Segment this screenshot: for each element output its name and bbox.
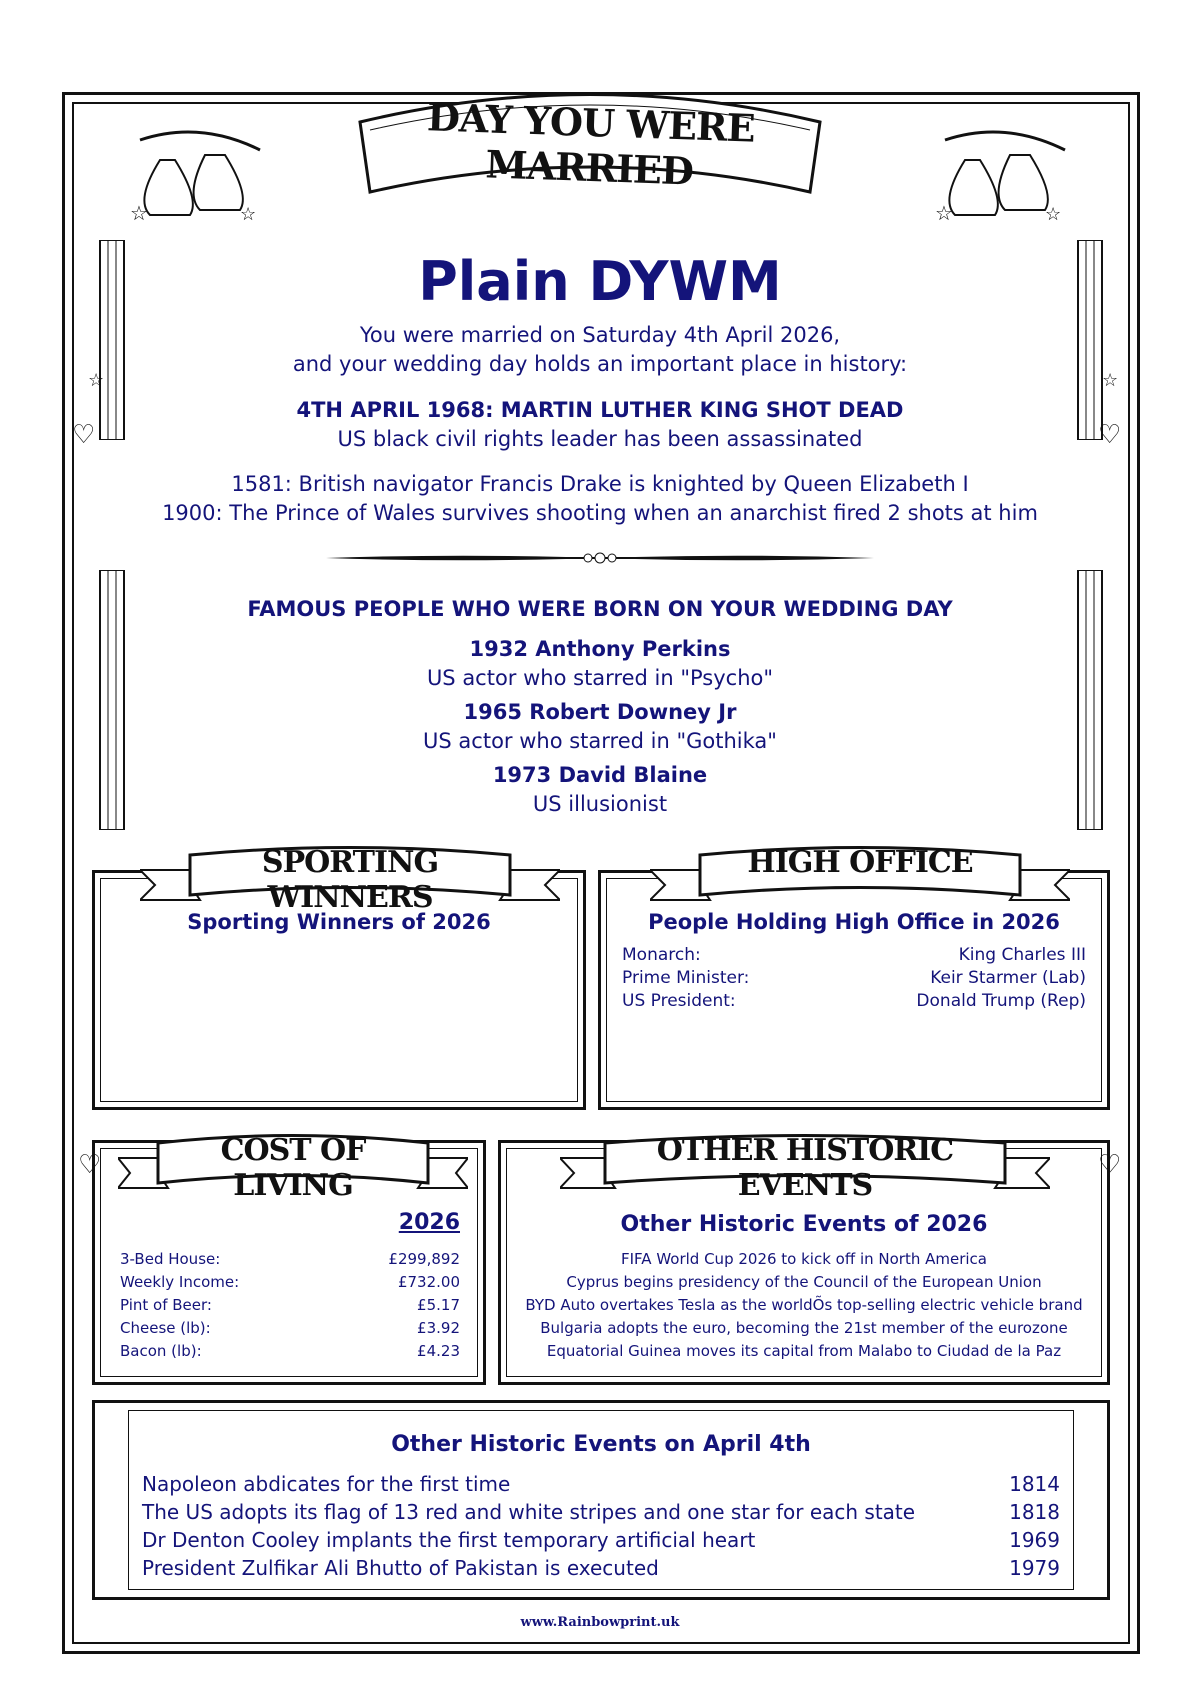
role-holder: King Charles III — [958, 945, 1086, 965]
other-event-item: BYD Auto overtakes Tesla as the worldÕs top-selling electric vehicle brand — [525, 1296, 1083, 1314]
sporting-heading: Sporting Winners of 2026 — [187, 910, 491, 934]
april-event-row — [142, 1528, 1060, 1552]
role-label: Prime Minister: — [622, 968, 750, 988]
cost-year-header: 2026 — [398, 1210, 460, 1235]
cost-row — [120, 1273, 460, 1291]
cost-price: £732.00 — [397, 1273, 460, 1291]
cost-item: Pint of Beer: — [120, 1296, 212, 1314]
ornamental-divider — [326, 550, 874, 566]
intro-line-1: You were married on Saturday 4th April 2026, — [359, 323, 841, 347]
heart-icon: ♡ — [72, 420, 96, 450]
april-event-row — [142, 1500, 1060, 1524]
svg-text:☆: ☆ — [240, 204, 257, 225]
left-bells-icon — [120, 120, 280, 230]
april-event-row — [142, 1472, 1060, 1496]
page-title: Plain DYWM — [418, 250, 782, 313]
heart-icon: ♡ — [1098, 1150, 1122, 1180]
headline-subtitle: US black civil rights leader has been assassinated — [337, 427, 863, 451]
cost-row — [120, 1342, 460, 1360]
april-event-year: 1969 — [1009, 1528, 1060, 1552]
cost-price: £299,892 — [388, 1250, 460, 1268]
april-event-year: 1814 — [1009, 1472, 1060, 1496]
cost-row — [120, 1319, 460, 1337]
april-event-year: 1979 — [1009, 1556, 1060, 1580]
other-event-item: FIFA World Cup 2026 to kick off in North America — [621, 1250, 987, 1268]
april-event-text: Dr Denton Cooley implants the first temporary artificial heart — [142, 1528, 756, 1552]
cost-item: 3-Bed House: — [120, 1250, 221, 1268]
high-office-row — [622, 968, 1086, 988]
star-icon: ☆ — [1102, 370, 1119, 391]
headline-title: 4TH APRIL 1968: MARTIN LUTHER KING SHOT DEAD — [296, 398, 904, 422]
svg-text:☆: ☆ — [935, 201, 953, 225]
event-line: 1581: British navigator Francis Drake is knighted by Queen Elizabeth I — [231, 472, 969, 496]
role-holder: Donald Trump (Rep) — [916, 991, 1086, 1011]
famous-person-desc: US illusionist — [532, 792, 668, 816]
cost-row — [120, 1250, 460, 1268]
april-event-year: 1818 — [1009, 1500, 1060, 1524]
high-office-row — [622, 945, 1086, 965]
other-events-banner-title: OTHER HISTORIC EVENTS — [656, 1133, 954, 1203]
role-holder: Keir Starmer (Lab) — [930, 968, 1086, 988]
right-bells-icon — [925, 120, 1085, 230]
april-events-heading: Other Historic Events on April 4th — [391, 1432, 811, 1457]
april-event-row — [142, 1556, 1060, 1580]
heart-icon: ♡ — [78, 1150, 102, 1180]
april-event-text: Napoleon abdicates for the first time — [142, 1472, 511, 1496]
other-events-heading: Other Historic Events of 2026 — [620, 1212, 988, 1237]
other-event-item: Equatorial Guinea moves its capital from Malabo to Ciudad de la Paz — [546, 1342, 1062, 1360]
april-event-text: The US adopts its flag of 13 red and white stripes and one star for each state — [142, 1500, 916, 1524]
famous-person-name: 1932 Anthony Perkins — [469, 637, 731, 661]
famous-person-name: 1973 David Blaine — [492, 763, 708, 787]
other-event-item: Cyprus begins presidency of the Council of the European Union — [566, 1273, 1042, 1291]
famous-person-desc: US actor who starred in "Gothika" — [423, 729, 777, 753]
intro-line-2: and your wedding day holds an important place in history: — [292, 352, 908, 376]
event-line: 1900: The Prince of Wales survives shooting when an anarchist fired 2 shots at him — [162, 501, 1038, 525]
role-label: Monarch: — [622, 945, 701, 965]
sporting-banner-title: SPORTING WINNERS — [261, 845, 439, 915]
other-event-item: Bulgaria adopts the euro, becoming the 21st member of the eurozone — [540, 1319, 1068, 1337]
high-office-heading: People Holding High Office in 2026 — [648, 910, 1060, 934]
svg-text:☆: ☆ — [1045, 204, 1062, 225]
high-office-row — [622, 991, 1086, 1011]
april-event-text: President Zulfikar Ali Bhutto of Pakistan is executed — [142, 1556, 659, 1580]
star-icon: ☆ — [88, 370, 105, 391]
cost-price: £4.23 — [417, 1342, 460, 1360]
footer-website: www.Rainbowprint.uk — [520, 1615, 680, 1630]
cost-banner-title: COST OF LIVING — [220, 1133, 366, 1203]
cost-price: £3.92 — [417, 1319, 460, 1337]
cost-item: Cheese (lb): — [120, 1319, 211, 1337]
cost-row — [120, 1296, 460, 1314]
famous-person-name: 1965 Robert Downey Jr — [463, 700, 737, 724]
famous-heading: FAMOUS PEOPLE WHO WERE BORN ON YOUR WEDDING DAY — [247, 597, 953, 621]
high-office-banner-title: HIGH OFFICE — [747, 845, 973, 880]
cost-item: Bacon (lb): — [120, 1342, 202, 1360]
famous-person-desc: US actor who starred in "Psycho" — [426, 666, 774, 690]
svg-text:☆: ☆ — [130, 201, 148, 225]
cost-item: Weekly Income: — [120, 1273, 240, 1291]
role-label: US President: — [622, 991, 736, 1011]
heart-icon: ♡ — [1098, 420, 1122, 450]
cost-price: £5.17 — [417, 1296, 460, 1314]
top-banner-title: DAY YOU WERE MARRIED — [426, 94, 756, 194]
